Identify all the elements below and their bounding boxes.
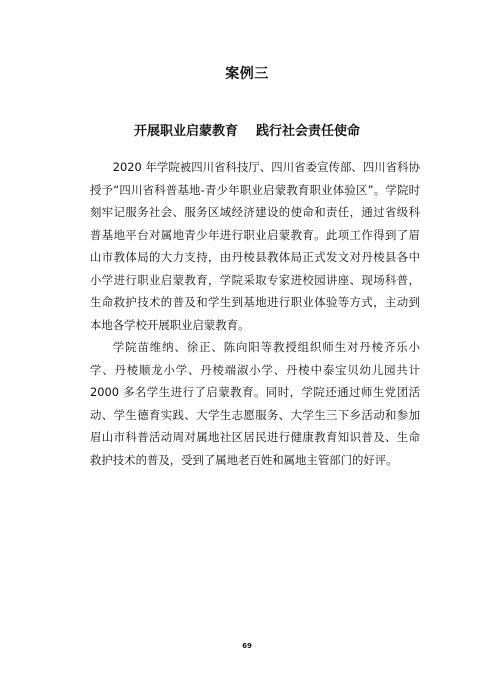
body-text	[90, 156, 420, 471]
section-subtitle: 开展职业启蒙教育 践行社会责任使命	[133, 124, 361, 139]
case-title: 案例三	[225, 66, 269, 82]
paragraph: 2020 年学院被四川省科技厅、四川省委宣传部、四川省科协授予“四川省科普基地-青少年职业启蒙教育职业体验区”。学院时刻牢记服务社会、服务区域经济建设的使命和责任，通过省级科普基地平台对属地青少年进行职业启蒙教育。此项工作得到了眉山市教体局的大力支持，由丹棱县教体局正式发文对丹棱县各中小学进行职业启蒙教育，学院采取专家进校园讲座、现场科普，生命救护技术的普及和学生到基地进行职业体验等方式，主动到本地各学校开展职业启蒙教育。	[90, 160, 420, 332]
page-number: 69	[242, 642, 252, 650]
paragraph: 学院苗维纳、徐正、陈向阳等教授组织师生对丹棱齐乐小学、丹棱顺龙小学、丹棱端淑小学、丹棱中泰宝贝幼儿园共计 2000 多名学生进行了启蒙教育。同时，学院还通过师生党团活动、学生德育实践、大学生志愿服务、大学生三下乡活动和参加眉山市科普活动周对属地社区居民进行健康教育知识普及、生命救护技术的普及，受到了属地老百姓和属地主管部门的好评。	[90, 340, 420, 467]
